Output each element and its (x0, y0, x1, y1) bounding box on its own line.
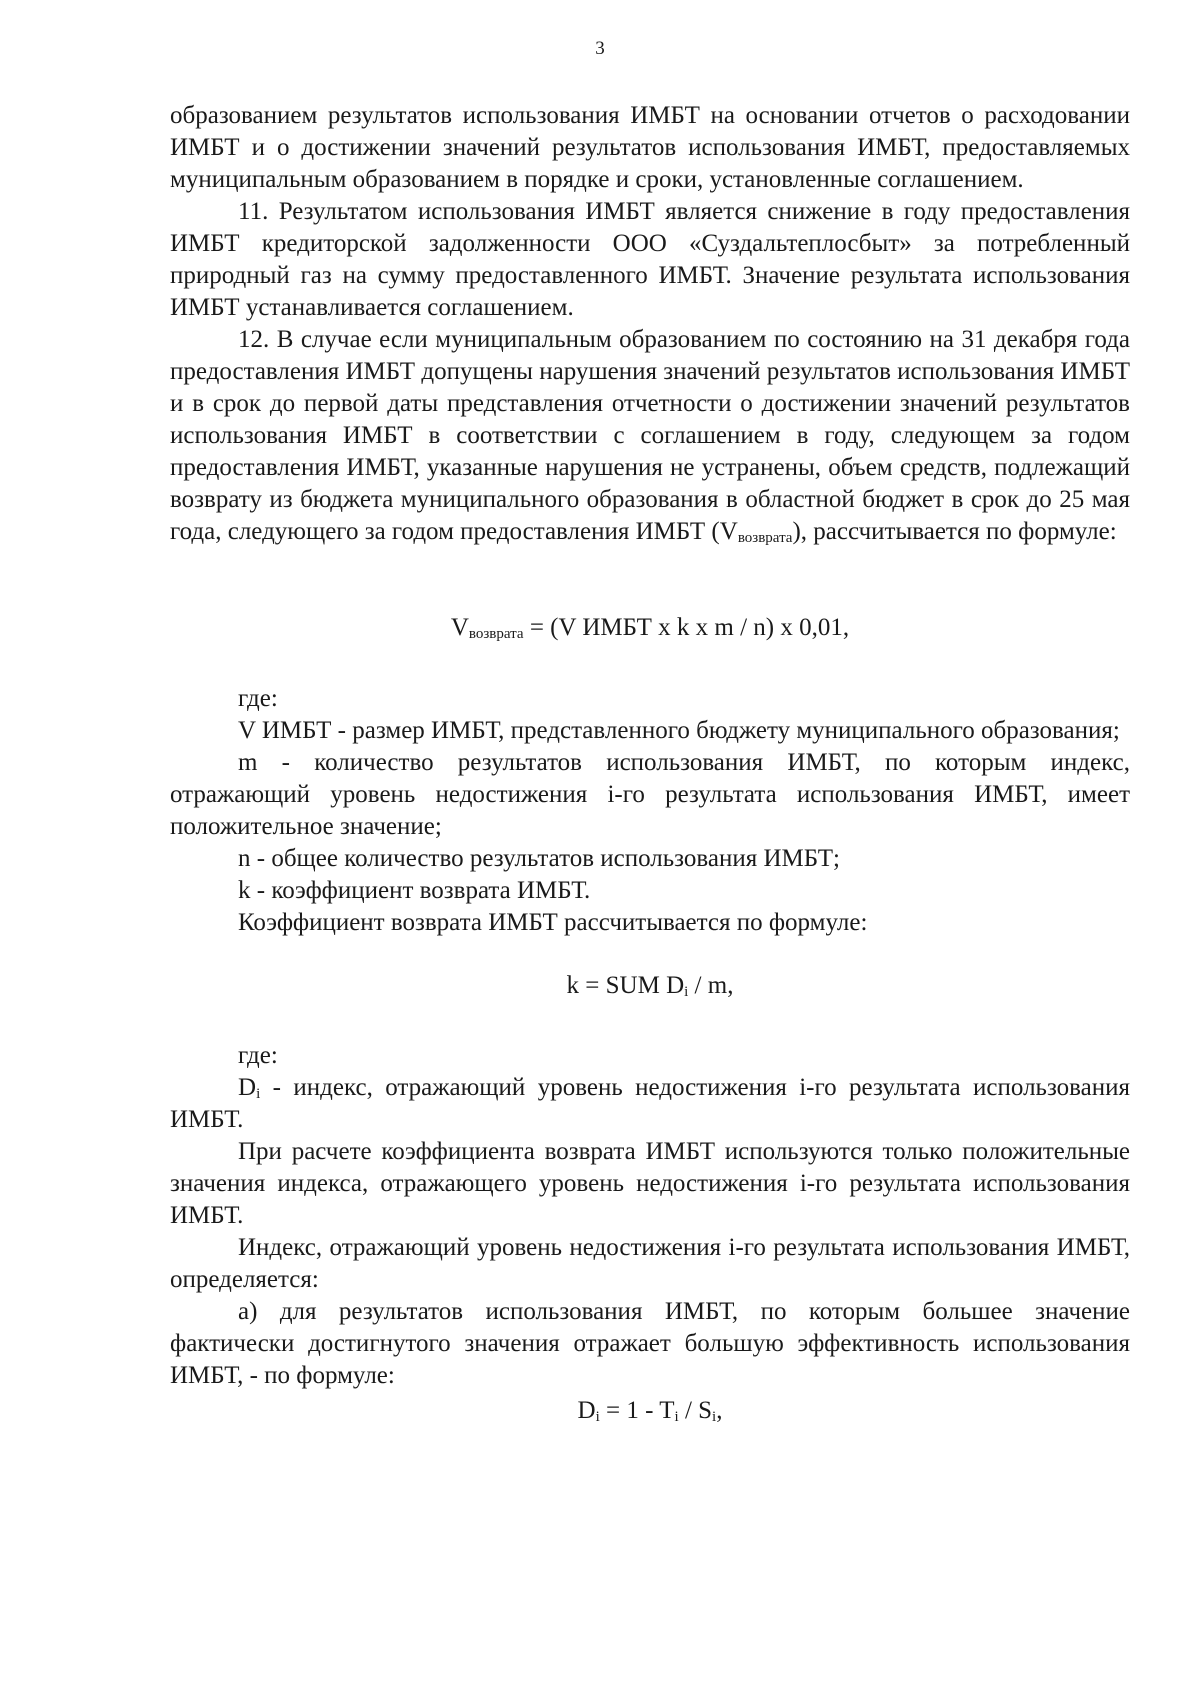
formula-d (170, 1395, 1130, 1427)
formula-t-sub: i (674, 1409, 679, 1425)
where-label-2: где: (238, 1042, 278, 1069)
formula-s-sub: i (712, 1409, 717, 1425)
subscript-return: возврата (737, 530, 793, 546)
definition-v: V ИМБТ - размер ИМБТ, представленного бюджету муниципального образования; (238, 717, 1120, 744)
definition-d-symbol: D (238, 1074, 257, 1101)
page-number: 3 (595, 38, 605, 59)
paragraph-12-tail: ), рассчитывается по формуле: (792, 518, 1117, 545)
paragraph-intro: образованием результатов использования ИМБТ на основании отчетов о расходовании ИМБТ и о достижении значений результатов использования ИМБТ, предоставляемых муниципальным образованием в порядке и сроки, установленные соглашением. (170, 102, 1130, 193)
definition-d-sub: i (256, 1086, 261, 1102)
definition-d (170, 1072, 1130, 1136)
formula-return-volume (170, 612, 1130, 644)
paragraph-positive: При расчете коэффициента возврата ИМБТ используются только положительные значения индекса, отражающего уровень недостижения i-го результата использования ИМБТ. (170, 1138, 1130, 1229)
formula-d-slash: / S (678, 1397, 713, 1424)
formula-k-post: / m, (688, 972, 734, 999)
formula-d-end: , (716, 1397, 723, 1424)
formula-k (170, 970, 1130, 1002)
k-intro: Коэффициент возврата ИМБТ рассчитывается по формуле: (238, 909, 868, 936)
formula-return-v: V (450, 614, 469, 641)
formula-k-sub: i (684, 984, 689, 1000)
definitions-block (170, 683, 1130, 939)
document-body-bottom (170, 1040, 1130, 1392)
formula-return-expression: = (V ИМБТ x k x m / n) x 0,01, (523, 614, 850, 641)
definition-n: n - общее количество результатов использования ИМБТ; (238, 845, 840, 872)
definition-m: m - количество результатов использования ИМБТ, по которым индекс, отражающий уровень недостижения i-го результата использования ИМБТ, имеет положительное значение; (170, 749, 1130, 840)
paragraph-12-text: 12. В случае если муниципальным образованием по состоянию на 31 декабря года предоставления ИМБТ допущены нарушения значений результатов использования ИМБТ и в срок до первой даты представления отчетности о достижении значений результатов использования ИМБТ в соответствии с соглашением в году, следующем за годом предоставления ИМБТ, указанные нарушения не устранены, объем средств, подлежащий возврату из бюджета муниципального образования в областной бюджет в срок до 25 мая года, следующего за годом предоставления ИМБТ (V (170, 326, 1130, 545)
paragraph-index: Индекс, отражающий уровень недостижения i-го результата использования ИМБТ, определяется: (170, 1234, 1130, 1293)
formula-d-sub: i (595, 1409, 600, 1425)
paragraph-11: 11. Результатом использования ИМБТ является снижение в году предоставления ИМБТ кредиторской задолженности ООО «Суздальтеплосбыт» за потребленный природный газ на сумму предоставленного ИМБТ. Значение результата использования ИМБТ устанавливается соглашением. (170, 198, 1130, 321)
where-label-1: где: (238, 685, 278, 712)
document-body-top (170, 100, 1130, 548)
paragraph-a: а) для результатов использования ИМБТ, по которым большее значение фактически достигнутого значения отражает большую эффективность использования ИМБТ, - по формуле: (170, 1298, 1130, 1389)
definition-d-text: - индекс, отражающий уровень недостижения i-го результата использования ИМБТ. (170, 1074, 1130, 1133)
definition-k: k - коэффициент возврата ИМБТ. (238, 877, 591, 904)
paragraph-12 (170, 324, 1130, 548)
formula-k-pre: k = SUM D (566, 972, 685, 999)
formula-d-mid: = 1 - T (599, 1397, 675, 1424)
formula-return-sub: возврата (468, 626, 524, 642)
formula-d-symbol: D (577, 1397, 596, 1424)
